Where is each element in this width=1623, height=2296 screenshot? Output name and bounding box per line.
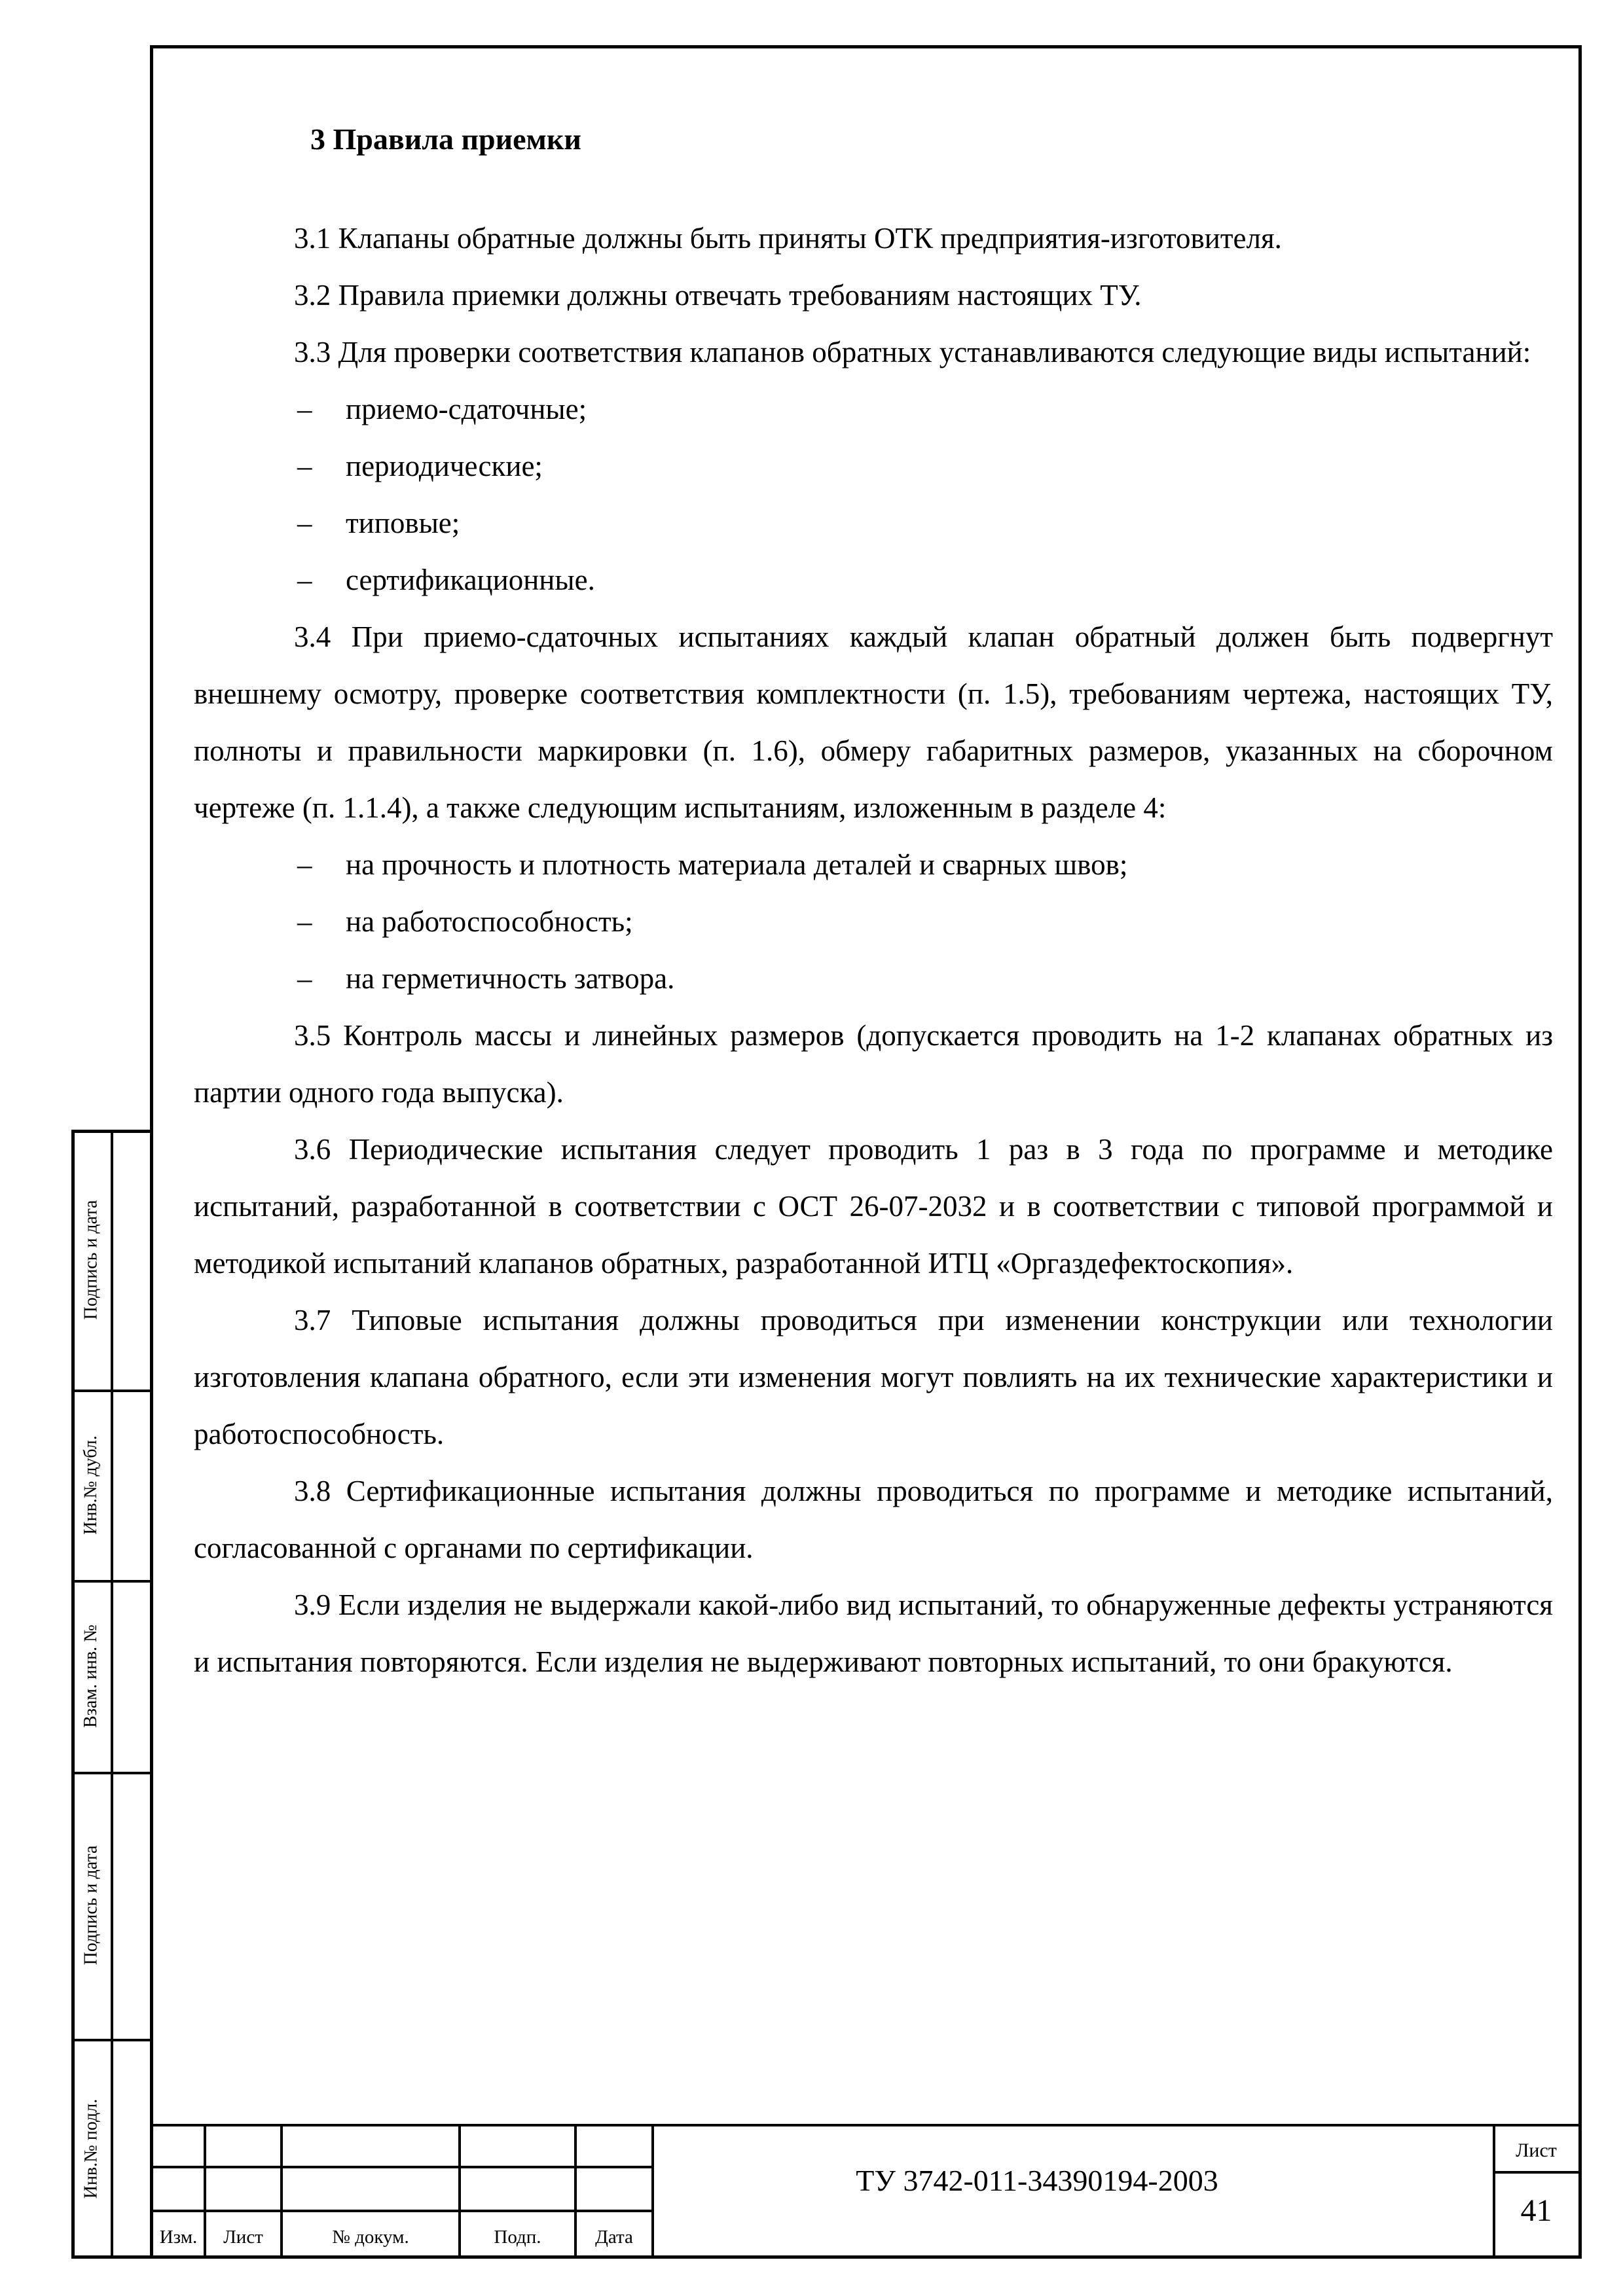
dash-bullet-icon: – [297,507,312,539]
inv-orig-label: Инв.№ подл. [81,2098,101,2199]
list-item-text: на прочность и плотность материала деталей и сварных швов; [346,848,1128,881]
list-item-text: приемо-сдаточные; [346,393,587,425]
document-body [194,122,1553,1691]
title-block-row-line [150,2166,654,2168]
list-item-text: типовые; [346,507,460,539]
text-blocks [194,210,1553,1691]
signature-date-bottom-label: Подпись и дата [81,1845,101,1965]
list-item [194,836,1553,893]
sheet-cell-line [1493,2171,1582,2174]
paragraph: 3.6 Периодические испытания следует проводить 1 раз в 3 года по программе и методике испытаний, разработанной в соответствии с ОСТ 26-07-2032 и в соответствии с типовой программой и методикой испытаний клапанов обратных, разработанной ИТЦ «Оргаздефектоскопия». [194,1133,1553,1280]
col-sign-label: Подп. [494,2227,541,2248]
list-item [194,893,1553,950]
list-item [194,438,1553,495]
dash-bullet-icon: – [297,848,312,881]
list-item [194,552,1553,609]
paragraph: 3.2 Правила приемки должны отвечать требованиям настоящих ТУ. [294,279,1142,312]
replace-inv-label: Взам. инв. № [81,1624,101,1728]
dash-bullet-icon: – [297,393,312,425]
title-block [150,2124,1582,2259]
section-heading: 3 Правила приемки [310,122,581,156]
title-block-row-line [150,2210,654,2212]
paragraph: 3.8 Сертификационные испытания должны проводиться по программе и методике испытаний, согласованной с органами по сертификации. [194,1475,1553,1564]
inv-dup-label: Инв.№ дубл. [81,1435,101,1535]
document-number: ТУ 3742-011-34390194-2003 [856,2164,1218,2197]
paragraph: 3.4 При приемо-сдаточных испытаниях каждый клапан обратный должен быть подвергнут внешнему осмотру, проверке соответствия комплектности (п. 1.5), требованиям чертежа, настоящих ТУ, полноты и правильности маркировки (п. 1.6), обмеру габаритных размеров, указанных на сборочном чертеже (п. 1.1.4), а также следующим испытаниям, изложенным в разделе 4: [194,620,1553,824]
dash-bullet-icon: – [297,450,312,482]
list-item-text: на работоспособность; [346,905,633,938]
paragraph: 3.3 Для проверки соответствия клапанов обратных устанавливаются следующие виды испытаний: [294,336,1531,368]
paragraph: 3.1 Клапаны обратные должны быть приняты ОТК предприятия-изготовителя. [294,222,1282,255]
dash-bullet-icon: – [297,905,312,938]
signature-date-bottom-cell [71,1772,111,2039]
col-date-label: Дата [595,2227,633,2248]
list-item [194,381,1553,438]
paragraph: 3.7 Типовые испытания должны проводиться при изменении конструкции или технологии изготовления клапана обратного, если эти изменения могут повлиять на их технические характеристики и работоспособность. [194,1304,1553,1450]
list-item-text: сертификационные. [346,564,595,596]
signature-date-top-cell [71,1130,111,1390]
side-stamp [71,1130,153,2259]
dash-bullet-icon: – [297,564,312,596]
list-item-text: на герметичность затвора. [346,962,675,995]
paragraph: 3.9 Если изделия не выдержали какой-либо вид испытаний, то обнаруженные дефекты устраняются и испытания повторяются. Если изделия не выдерживают повторных испытаний, то они бракуются. [194,1588,1553,1678]
col-sheet-label: Лист [223,2227,263,2248]
sheet-number: 41 [1520,2193,1552,2228]
inv-orig-cell [71,2039,111,2259]
col-change-label: Изм. [159,2227,198,2248]
list-item [194,495,1553,552]
side-stamp-divider [111,1130,113,2259]
list-item-text: периодические; [346,450,543,482]
title-block-top-line [150,2124,1582,2126]
col-doc-label: № докум. [332,2227,409,2248]
replace-inv-cell [71,1580,111,1772]
sheet-label: Лист [1516,2140,1557,2161]
signature-date-top-label: Подпись и дата [81,1200,101,1319]
inv-dup-cell [71,1390,111,1580]
paragraph: 3.5 Контроль массы и линейных размеров (допускается проводить на 1-2 клапанах обратных из партии одного года выпуска). [194,1019,1553,1109]
dash-bullet-icon: – [297,962,312,995]
list-item [194,950,1553,1007]
